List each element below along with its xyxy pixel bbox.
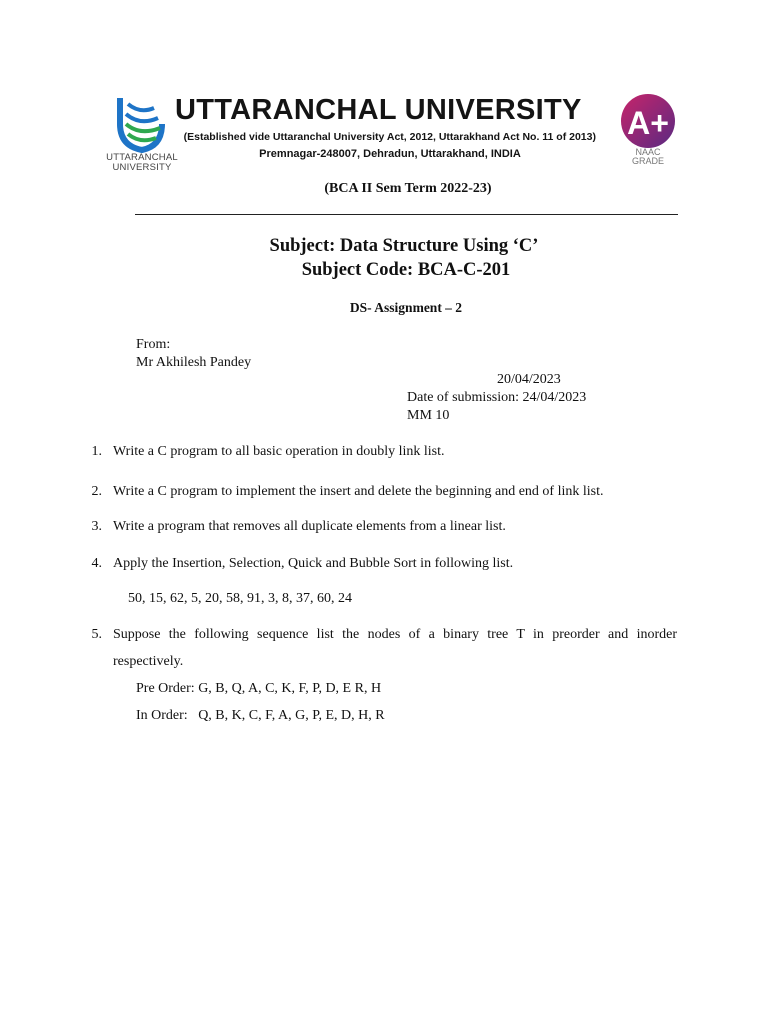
pre-order-sequence: Pre Order: G, B, Q, A, C, K, F, P, D, E R, H bbox=[136, 681, 382, 696]
question-text: Suppose the following sequence list the nodes of a binary tree T in preorder and inorder respectively. bbox=[113, 627, 677, 669]
max-marks: MM 10 bbox=[407, 408, 450, 423]
naac-badge bbox=[618, 93, 682, 165]
issue-date: 20/04/2023 bbox=[497, 372, 561, 387]
logo-caption-line2: UNIVERSITY bbox=[112, 162, 172, 173]
question-number: 4. bbox=[91, 556, 102, 571]
in-order-sequence: In Order: Q, B, K, C, F, A, G, P, E, D, H, R bbox=[136, 708, 385, 723]
subject-title: Subject: Data Structure Using ‘C’ bbox=[269, 236, 539, 256]
assignment-title: DS- Assignment – 2 bbox=[349, 300, 463, 315]
subject-code: Subject Code: BCA-C-201 bbox=[301, 260, 511, 280]
university-address: Premnagar-248007, Dehradun, Uttarakhand, INDIA bbox=[259, 148, 521, 160]
header-divider bbox=[135, 214, 678, 215]
question-number: 2. bbox=[91, 484, 102, 499]
question-text: Write a program that removes all duplicate elements from a linear list. bbox=[113, 519, 506, 534]
question-number: 1. bbox=[91, 444, 102, 459]
naac-label-line1: NAAC bbox=[635, 147, 661, 157]
university-act: (Established vide Uttaranchal University Act, 2012, Uttarakhand Act No. 11 of 2013) bbox=[183, 131, 596, 143]
sort-list: 50, 15, 62, 5, 20, 58, 91, 3, 8, 37, 60, 24 bbox=[128, 591, 352, 606]
university-name: UTTARANCHAL UNIVERSITY bbox=[175, 94, 582, 126]
question-text: Apply the Insertion, Selection, Quick and Bubble Sort in following list. bbox=[113, 556, 514, 571]
question-text: Write a C program to implement the insert and delete the beginning and end of link list. bbox=[113, 484, 604, 499]
from-label: From: bbox=[136, 337, 171, 352]
from-name: Mr Akhilesh Pandey bbox=[136, 355, 252, 370]
submission-date: Date of submission: 24/04/2023 bbox=[407, 390, 587, 405]
naac-grade: A+ bbox=[627, 105, 669, 141]
question-number: 5. bbox=[91, 627, 102, 642]
question-number: 3. bbox=[91, 519, 102, 534]
term-line: (BCA II Sem Term 2022-23) bbox=[324, 181, 492, 196]
question-text: Write a C program to all basic operation in doubly link list. bbox=[113, 444, 445, 459]
naac-label-line2: GRADE bbox=[631, 156, 665, 165]
logo-caption-line1: UTTARANCHAL bbox=[106, 152, 178, 163]
